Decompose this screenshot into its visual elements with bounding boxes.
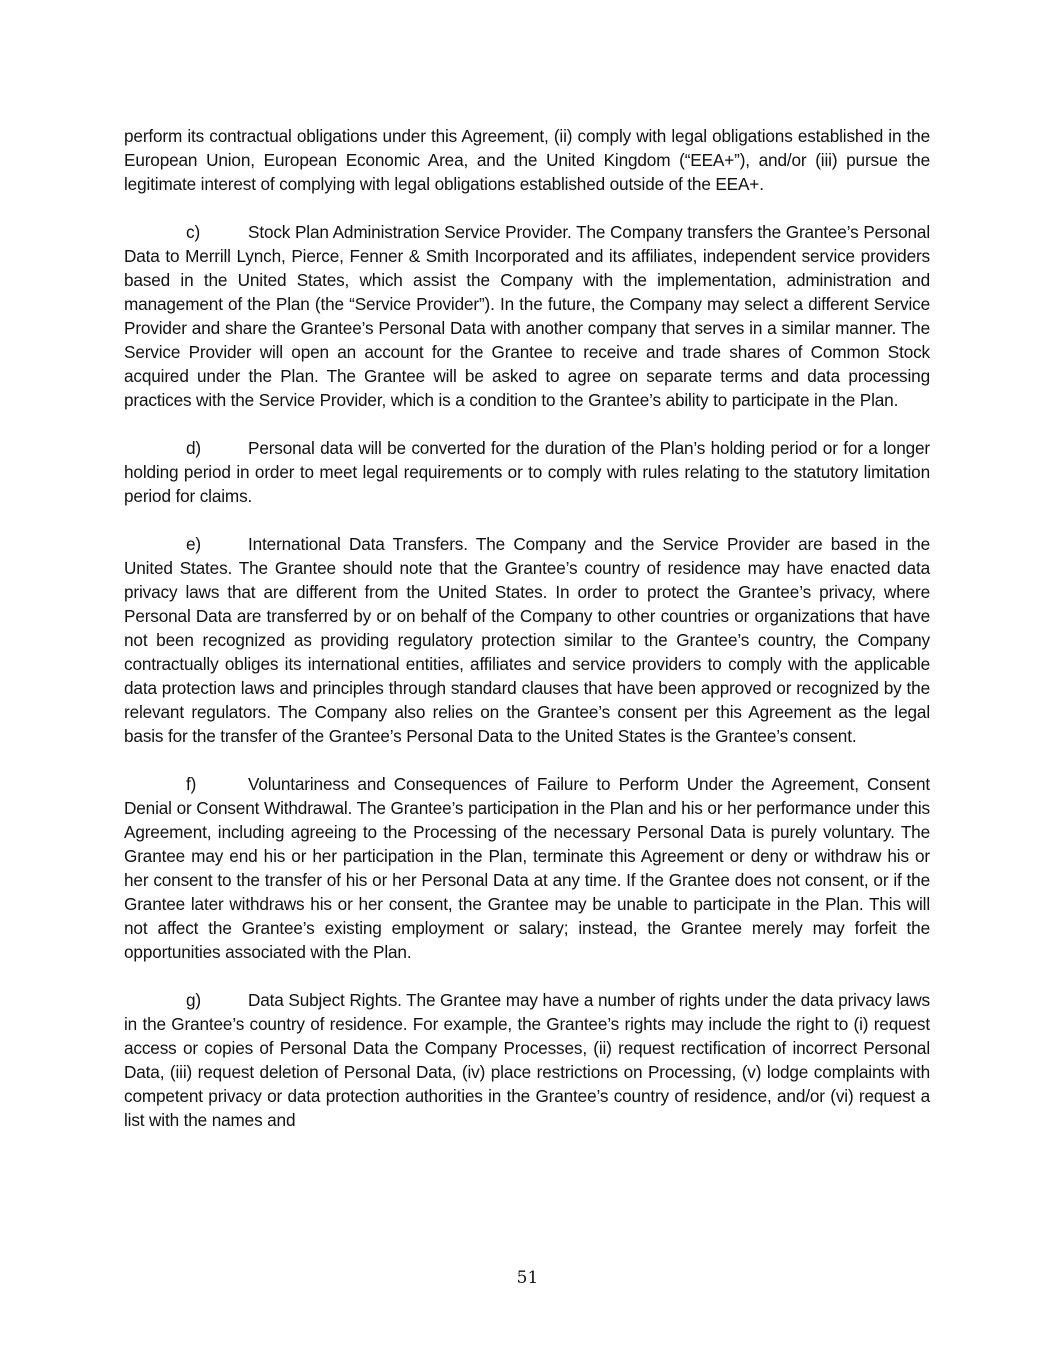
paragraph-text: Personal data will be converted for the duration of the Plan’s holding period or for a longer holding period in order to meet legal requirements or to comply with rules relating to the statutory limitation period for claims. — [124, 438, 930, 506]
paragraph-marker: c) — [186, 222, 201, 242]
paragraph-text: perform its contractual obligations under this Agreement, (ii) comply with legal obligations established in the European Union, European Economic Area, and the United Kingdom (“EEA+”), and/or (iii) pursue the legitimate interest of complying with legal obligations established outside of the EEA+. — [124, 126, 930, 194]
paragraph-text: Voluntariness and Consequences of Failure to Perform Under the Agreement, Consent Denial or Consent Withdrawal. The Grantee’s participation in the Plan and his or her performance under this Agreement, including agreeing to the Processing of the necessary Personal Data is purely voluntary. The Grantee may end his or her participation in the Plan, terminate this Agreement or deny or withdraw his or her consent to the transfer of his or her Personal Data at any time. If the Grantee does not consent, or if the Grantee later withdraws his or her consent, the Grantee may be unable to participate in the Plan. This will not affect the Grantee’s existing employment or salary; instead, the Grantee merely may forfeit the opportunities associated with the Plan. — [124, 774, 930, 962]
paragraph-marker: f) — [186, 774, 197, 794]
paragraph-marker: d) — [186, 438, 201, 458]
paragraph-d — [124, 436, 930, 508]
paragraph-e — [124, 532, 930, 748]
document-body — [124, 124, 930, 1156]
paragraph-text: Data Subject Rights. The Grantee may have a number of rights under the data privacy laws in the Grantee’s country of residence. For example, the Grantee’s rights may include the right to (i) request access or copies of Personal Data the Company Processes, (ii) request rectification of incorrect Personal Data, (iii) request deletion of Personal Data, (iv) place restrictions on Processing, (v) lodge complaints with competent privacy or data protection authorities in the Grantee’s country of residence, and/or (vi) request a list with the names and — [124, 990, 930, 1130]
paragraph-marker: g) — [186, 990, 201, 1010]
page-number: 51 — [516, 1268, 539, 1288]
paragraph-c — [124, 220, 930, 412]
paragraph-f — [124, 772, 930, 964]
paragraph-continuation — [124, 124, 930, 196]
paragraph-marker: e) — [186, 534, 201, 554]
paragraph-text: Stock Plan Administration Service Provider. The Company transfers the Grantee’s Personal Data to Merrill Lynch, Pierce, Fenner & Smith Incorporated and its affiliates, independent service providers based in the United States, which assist the Company with the implementation, administration and management of the Plan (the “Service Provider”). In the future, the Company may select a different Service Provider and share the Grantee’s Personal Data with another company that serves in a similar manner. The Service Provider will open an account for the Grantee to receive and trade shares of Common Stock acquired under the Plan. The Grantee will be asked to agree on separate terms and data processing practices with the Service Provider, which is a condition to the Grantee’s ability to participate in the Plan. — [124, 222, 930, 410]
paragraph-text: International Data Transfers. The Company and the Service Provider are based in the United States. The Grantee should note that the Grantee’s country of residence may have enacted data privacy laws that are different from the United States. In order to protect the Grantee’s privacy, where Personal Data are transferred by or on behalf of the Company to other countries or organizations that have not been recognized as providing regulatory protection similar to the Grantee’s country, the Company contractually obliges its international entities, affiliates and service providers to comply with the applicable data protection laws and principles through standard clauses that have been approved or recognized by the relevant regulators. The Company also relies on the Grantee’s consent per this Agreement as the legal basis for the transfer of the Grantee’s Personal Data to the United States is the Grantee’s consent. — [124, 534, 930, 746]
paragraph-g — [124, 988, 930, 1132]
